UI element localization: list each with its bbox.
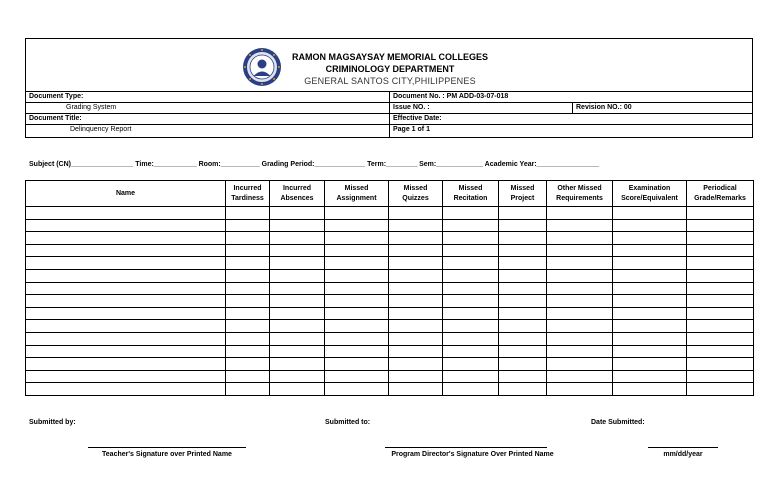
table-cell[interactable] — [270, 219, 325, 232]
table-cell[interactable] — [687, 383, 754, 396]
table-cell[interactable] — [547, 295, 613, 308]
date-submitted-label: Date Submitted: — [591, 419, 645, 426]
table-cell[interactable] — [389, 383, 443, 396]
document-type-label: Document Type: — [26, 92, 390, 102]
table-row — [26, 232, 754, 245]
table-cell[interactable] — [389, 244, 443, 257]
table-cell[interactable] — [26, 332, 226, 345]
table-cell[interactable] — [687, 282, 754, 295]
table-cell[interactable] — [26, 345, 226, 358]
col-header-exam-score — [613, 181, 687, 207]
col-header-line: Name — [115, 189, 136, 197]
table-cell[interactable] — [613, 370, 687, 383]
table-cell[interactable] — [443, 257, 499, 270]
sem-field[interactable]: Sem:____________ — [419, 161, 483, 168]
room-field[interactable]: Room:__________ — [198, 161, 260, 168]
table-cell[interactable] — [226, 345, 270, 358]
subject-field[interactable]: Subject (CN)________________ — [29, 161, 134, 168]
col-header-assignment — [325, 181, 389, 207]
document-title-label: Document Title: — [26, 114, 390, 124]
table-cell[interactable] — [687, 295, 754, 308]
table-cell[interactable] — [613, 282, 687, 295]
table-cell[interactable] — [389, 332, 443, 345]
table-cell[interactable] — [270, 282, 325, 295]
table-cell[interactable] — [687, 370, 754, 383]
table-cell[interactable] — [443, 383, 499, 396]
table-cell[interactable] — [499, 219, 547, 232]
table-cell[interactable] — [443, 282, 499, 295]
teacher-signature-caption: Teacher's Signature over Printed Name — [102, 451, 232, 458]
table-cell[interactable] — [270, 269, 325, 282]
table-cell[interactable] — [325, 358, 389, 371]
col-header-requirements — [547, 181, 613, 207]
table-cell[interactable] — [226, 358, 270, 371]
table-row — [26, 332, 754, 345]
col-header-quizzes — [389, 181, 443, 207]
table-cell[interactable] — [443, 207, 499, 220]
col-header-name — [26, 181, 226, 207]
col-header-line: Requirements — [556, 194, 603, 202]
table-cell[interactable] — [226, 257, 270, 270]
table-cell[interactable] — [443, 370, 499, 383]
document-header — [25, 38, 753, 138]
table-cell[interactable] — [499, 345, 547, 358]
table-cell[interactable] — [26, 320, 226, 333]
table-cell[interactable] — [443, 244, 499, 257]
table-cell[interactable] — [499, 383, 547, 396]
table-row — [26, 219, 754, 232]
table-cell[interactable] — [613, 358, 687, 371]
director-signature-line[interactable] — [385, 447, 547, 448]
table-cell[interactable] — [270, 295, 325, 308]
table-cell[interactable] — [613, 244, 687, 257]
table-cell[interactable] — [389, 307, 443, 320]
table-cell[interactable] — [270, 307, 325, 320]
col-header-line: Periodical — [703, 184, 737, 192]
table-cell[interactable] — [270, 207, 325, 220]
document-number: Document No. : PM ADD-03-07-018 — [393, 93, 509, 100]
table-cell[interactable] — [499, 358, 547, 371]
table-cell[interactable] — [443, 320, 499, 333]
table-cell[interactable] — [687, 269, 754, 282]
table-cell[interactable] — [226, 307, 270, 320]
table-cell[interactable] — [226, 282, 270, 295]
table-cell[interactable] — [499, 244, 547, 257]
issue-number-cell — [390, 103, 754, 113]
delinquency-table — [25, 180, 754, 396]
table-cell[interactable] — [443, 332, 499, 345]
institution-city: GENERAL SANTOS CITY,PHILIPPENES — [304, 76, 476, 86]
table-cell[interactable] — [687, 207, 754, 220]
table-cell[interactable] — [389, 282, 443, 295]
table-cell[interactable] — [26, 370, 226, 383]
table-cell[interactable] — [499, 257, 547, 270]
col-header-line: Missed — [344, 184, 369, 192]
col-header-line: Assignment — [336, 194, 377, 202]
table-cell[interactable] — [547, 244, 613, 257]
table-cell[interactable] — [389, 207, 443, 220]
table-cell[interactable] — [499, 295, 547, 308]
date-format-caption: mm/dd/year — [663, 451, 703, 458]
table-header-row — [26, 181, 754, 207]
table-cell[interactable] — [613, 269, 687, 282]
table-cell[interactable] — [687, 358, 754, 371]
table-cell[interactable] — [226, 207, 270, 220]
table-cell[interactable] — [547, 332, 613, 345]
table-cell[interactable] — [499, 332, 547, 345]
col-header-line: Other Missed — [557, 184, 602, 192]
col-header-line: Missed — [458, 184, 483, 192]
table-cell[interactable] — [325, 219, 389, 232]
table-cell[interactable] — [26, 307, 226, 320]
table-cell[interactable] — [499, 232, 547, 245]
doc-info-row — [26, 125, 752, 138]
table-cell[interactable] — [325, 232, 389, 245]
table-cell[interactable] — [547, 282, 613, 295]
table-cell[interactable] — [687, 232, 754, 245]
table-cell[interactable] — [687, 345, 754, 358]
table-cell[interactable] — [547, 383, 613, 396]
college-seal-logo — [242, 47, 282, 87]
table-cell[interactable] — [26, 383, 226, 396]
table-cell[interactable] — [687, 332, 754, 345]
submitted-to-label: Submitted to: — [325, 419, 371, 426]
table-cell[interactable] — [547, 207, 613, 220]
document-title-value: Delinquency Report — [26, 125, 390, 138]
table-row — [26, 320, 754, 333]
institution-banner — [26, 39, 752, 91]
table-cell[interactable] — [499, 320, 547, 333]
table-cell[interactable] — [443, 345, 499, 358]
table-cell[interactable] — [26, 244, 226, 257]
table-cell[interactable] — [687, 320, 754, 333]
table-cell[interactable] — [325, 320, 389, 333]
table-cell[interactable] — [613, 332, 687, 345]
effective-date: Effective Date: — [393, 115, 442, 122]
table-cell[interactable] — [547, 345, 613, 358]
table-cell[interactable] — [325, 282, 389, 295]
table-cell[interactable] — [443, 358, 499, 371]
director-signature-caption: Program Director's Signature Over Printed Name — [391, 451, 554, 458]
col-header-periodical-grade — [687, 181, 754, 207]
table-cell[interactable] — [325, 269, 389, 282]
teacher-signature-line[interactable] — [88, 447, 246, 448]
table-cell[interactable] — [270, 244, 325, 257]
table-cell[interactable] — [613, 232, 687, 245]
table-cell[interactable] — [443, 269, 499, 282]
table-cell[interactable] — [325, 345, 389, 358]
table-cell[interactable] — [547, 358, 613, 371]
table-row — [26, 269, 754, 282]
col-header-line: Score/Equivalent — [621, 194, 678, 202]
table-cell[interactable] — [389, 358, 443, 371]
table-cell[interactable] — [26, 358, 226, 371]
table-cell[interactable] — [389, 232, 443, 245]
table-cell[interactable] — [325, 244, 389, 257]
table-cell[interactable] — [389, 295, 443, 308]
page-number: Page 1 of 1 — [393, 126, 430, 133]
table-cell[interactable] — [389, 370, 443, 383]
table-cell[interactable] — [325, 332, 389, 345]
table-row — [26, 358, 754, 371]
table-cell[interactable] — [547, 219, 613, 232]
table-cell[interactable] — [389, 257, 443, 270]
table-cell[interactable] — [325, 370, 389, 383]
table-body — [26, 207, 754, 396]
grading-period-field[interactable]: Grading Period:_____________ — [261, 161, 366, 168]
table-cell[interactable] — [389, 320, 443, 333]
institution-name: RAMON MAGSAYSAY MEMORIAL COLLEGES — [291, 52, 489, 62]
table-cell[interactable] — [389, 345, 443, 358]
table-cell[interactable] — [26, 219, 226, 232]
table-cell[interactable] — [226, 269, 270, 282]
submitted-by-label: Submitted by: — [29, 419, 76, 426]
class-info-line — [29, 160, 753, 169]
table-cell[interactable] — [270, 232, 325, 245]
table-cell[interactable] — [499, 370, 547, 383]
col-header-line: Absences — [280, 194, 314, 202]
table-cell[interactable] — [613, 383, 687, 396]
col-header-tardiness — [226, 181, 270, 207]
col-header-line: Incurred — [282, 184, 311, 192]
table-cell[interactable] — [325, 207, 389, 220]
col-header-line: Project — [510, 194, 535, 202]
table-row — [26, 307, 754, 320]
table-cell[interactable] — [613, 307, 687, 320]
table-cell[interactable] — [270, 358, 325, 371]
table-cell[interactable] — [26, 269, 226, 282]
table-cell[interactable] — [499, 207, 547, 220]
table-cell[interactable] — [613, 345, 687, 358]
table-cell[interactable] — [26, 232, 226, 245]
table-cell[interactable] — [325, 257, 389, 270]
table-cell[interactable] — [547, 269, 613, 282]
col-header-line: Quizzes — [402, 194, 429, 202]
table-cell[interactable] — [226, 370, 270, 383]
table-cell[interactable] — [226, 244, 270, 257]
document-info-grid — [26, 91, 752, 139]
table-cell[interactable] — [226, 219, 270, 232]
col-header-absences — [270, 181, 325, 207]
table-cell[interactable] — [687, 219, 754, 232]
col-header-line: Missed — [510, 184, 535, 192]
table-row — [26, 207, 754, 220]
table-cell[interactable] — [613, 207, 687, 220]
table-cell[interactable] — [325, 307, 389, 320]
term-field[interactable]: Term:________ — [367, 161, 418, 168]
academic-year-field[interactable]: Academic Year:________________ — [484, 161, 599, 168]
col-header-line: Recitation — [453, 194, 488, 202]
table-cell[interactable] — [270, 320, 325, 333]
table-cell[interactable] — [443, 295, 499, 308]
col-header-project — [499, 181, 547, 207]
document-type-value: Grading System — [26, 103, 390, 113]
issue-number: Issue NO. : — [393, 104, 430, 111]
table-cell[interactable] — [499, 282, 547, 295]
table-cell[interactable] — [499, 269, 547, 282]
time-field[interactable]: Time:___________ — [135, 161, 197, 168]
table-cell[interactable] — [547, 232, 613, 245]
table-cell[interactable] — [547, 307, 613, 320]
table-cell[interactable] — [499, 307, 547, 320]
col-header-line: Grade/Remarks — [694, 194, 746, 202]
col-header-recitation — [443, 181, 499, 207]
table-cell[interactable] — [226, 320, 270, 333]
table-cell[interactable] — [687, 244, 754, 257]
table-cell[interactable] — [226, 295, 270, 308]
table-cell[interactable] — [270, 257, 325, 270]
institution-heading — [282, 51, 498, 87]
department-name: CRIMINOLOGY DEPARTMENT — [325, 64, 455, 74]
table-cell[interactable] — [389, 269, 443, 282]
table-cell[interactable] — [226, 383, 270, 396]
table-cell[interactable] — [613, 295, 687, 308]
table-cell[interactable] — [26, 257, 226, 270]
table-cell[interactable] — [443, 219, 499, 232]
table-row — [26, 383, 754, 396]
table-cell[interactable] — [613, 219, 687, 232]
table-cell[interactable] — [547, 370, 613, 383]
table-cell[interactable] — [443, 307, 499, 320]
col-header-line: Missed — [403, 184, 428, 192]
table-cell[interactable] — [26, 282, 226, 295]
table-row — [26, 370, 754, 383]
table-cell[interactable] — [270, 332, 325, 345]
table-cell[interactable] — [389, 219, 443, 232]
table-cell[interactable] — [26, 207, 226, 220]
table-cell[interactable] — [687, 257, 754, 270]
table-cell[interactable] — [270, 345, 325, 358]
table-cell[interactable] — [270, 370, 325, 383]
table-cell[interactable] — [547, 257, 613, 270]
doc-info-row — [26, 103, 752, 114]
revision-number: Revision NO.: 00 — [572, 103, 754, 113]
col-header-line: Incurred — [233, 184, 262, 192]
table-row — [26, 282, 754, 295]
table-cell[interactable] — [613, 320, 687, 333]
table-cell[interactable] — [26, 295, 226, 308]
doc-info-row — [26, 92, 752, 103]
table-row — [26, 244, 754, 257]
table-cell[interactable] — [687, 307, 754, 320]
date-line[interactable] — [648, 447, 718, 448]
table-cell[interactable] — [226, 332, 270, 345]
table-cell[interactable] — [613, 257, 687, 270]
table-cell[interactable] — [325, 295, 389, 308]
table-row — [26, 295, 754, 308]
table-cell[interactable] — [547, 320, 613, 333]
table-cell[interactable] — [443, 232, 499, 245]
table-row — [26, 257, 754, 270]
table-cell[interactable] — [226, 232, 270, 245]
col-header-line: Examination — [628, 184, 671, 192]
table-row — [26, 345, 754, 358]
doc-info-row — [26, 114, 752, 125]
table-cell[interactable] — [270, 383, 325, 396]
table-cell[interactable] — [325, 383, 389, 396]
col-header-line: Tardiness — [231, 194, 264, 202]
